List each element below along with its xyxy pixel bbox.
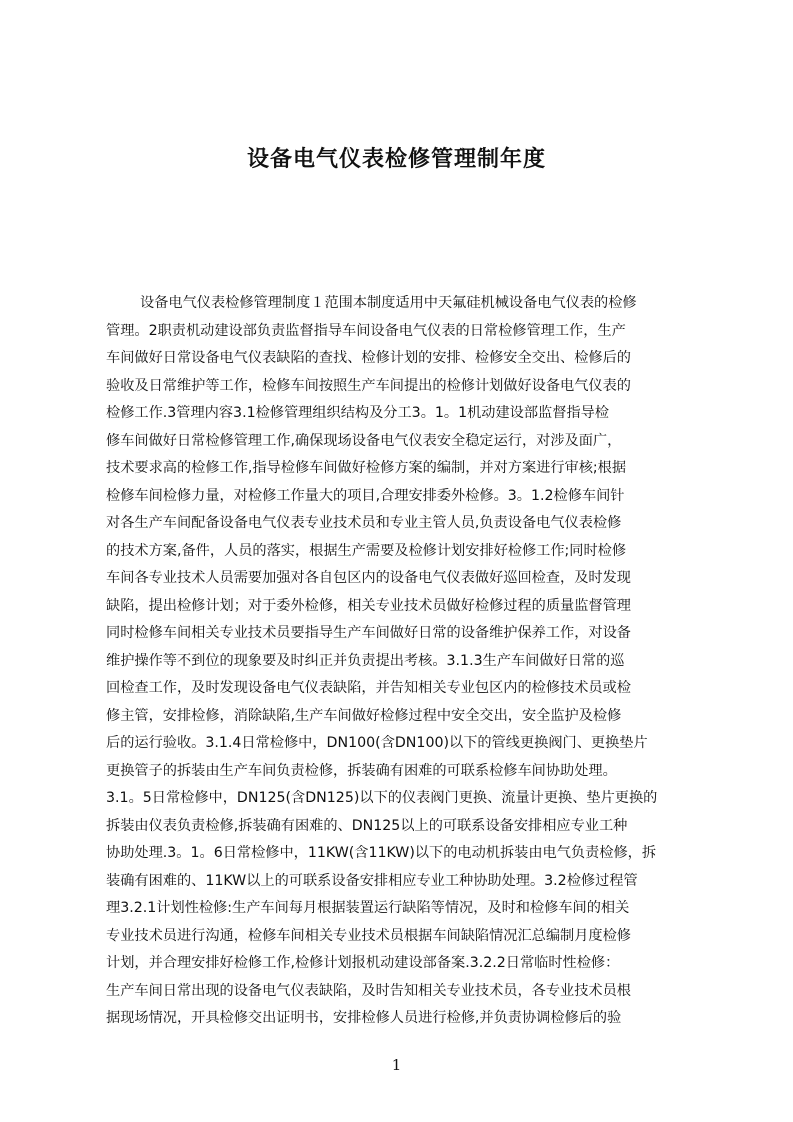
document-body	[106, 290, 698, 1033]
body-line: 后的运行验收。3.1.4日常检修中，DN100(含DN100)以下的管线更换阀门、更换垫片	[106, 735, 648, 751]
body-line: 计划，并合理安排好检修工作,检修计划报机动建设部备案.3.2.2日常临时性检修：	[106, 955, 620, 971]
body-line: 据现场情况，开具检修交出证明书，安排检修人员进行检修,并负责协调检修后的验	[106, 1010, 622, 1026]
body-line: 修主管，安排检修，消除缺陷,生产车间做好检修过程中安全交出，安全监护及检修	[106, 707, 622, 724]
page-number: 1	[391, 1056, 402, 1074]
body-line: 车间各专业技术人员需要加强对各自包区内的设备电气仪表做好巡回检查，及时发现	[106, 570, 631, 586]
body-line: 设备电气仪表检修管理制度１范围本制度适用中天氟硅机械设备电气仪表的检修	[140, 295, 637, 311]
body-line: 检修工作.3管理内容3.1检修管理组织结构及分工3。1。1机动建设部监督指导检	[106, 405, 609, 421]
body-line: 同时检修车间相关专业技术员要指导生产车间做好日常的设备维护保养工作，对设备	[106, 625, 631, 641]
body-line: 车间做好日常设备电气仪表缺陷的查找、检修计划的安排、检修安全交出、检修后的	[106, 350, 631, 366]
body-line: 技术要求高的检修工作,指导检修车间做好检修方案的编制，并对方案进行审核;根据	[106, 460, 627, 476]
body-line: 理3.2.1计划性检修:生产车间每月根据装置运行缺陷等情况，及时和检修车间的相关	[106, 900, 630, 916]
body-line: 验收及日常维护等工作，检修车间按照生产车间提出的检修计划做好设备电气仪表的	[106, 377, 631, 394]
body-line: 修车间做好日常检修管理工作,确保现场设备电气仪表安全稳定运行，对涉及面广，	[106, 432, 622, 449]
body-line: 管理。2职责机动建设部负责监督指导车间设备电气仪表的日常检修管理工作，生产	[106, 322, 626, 339]
body-line: 协助处理.3。1。6日常检修中，11KW(含11KW)以下的电动机拆装由电气负责检修，拆	[106, 845, 657, 861]
body-line: 拆装由仪表负责检修,拆装确有困难的、DN125以上的可联系设备安排相应专业工种	[106, 817, 628, 834]
body-line: 检修车间检修力量，对检修工作量大的项目,合理安排委外检修。3。1.2检修车间针	[106, 487, 625, 504]
body-line: 回检查工作，及时发现设备电气仪表缺陷，并告知相关专业包区内的检修技术员或检	[106, 680, 631, 696]
body-line: 3.1。5日常检修中，DN125(含DN125)以下的仪表阀门更换、流量计更换、垫片更换的	[106, 790, 658, 806]
body-line: 生产车间日常出现的设备电气仪表缺陷，及时告知相关专业技术员，各专业技术员根	[106, 982, 631, 999]
document-title: 设备电气仪表检修管理制年度	[246, 147, 546, 172]
body-line: 装确有困难的、11KW以上的可联系设备安排相应专业工种协助处理。3.2检修过程管	[106, 872, 638, 889]
body-line: 对各生产车间配备设备电气仪表专业技术员和专业主管人员,负责设备电气仪表检修	[106, 515, 622, 531]
body-line: 缺陷，提出检修计划；对于委外检修，相关专业技术员做好检修过程的质量监督管理	[106, 597, 631, 614]
body-line: 专业技术员进行沟通，检修车间相关专业技术员根据车间缺陷情况汇总编制月度检修	[106, 927, 631, 944]
body-line: 维护操作等不到位的现象要及时纠正并负责提出考核。3.1.3生产车间做好日常的巡	[106, 652, 625, 669]
body-line: 更换管子的拆装由生产车间负责检修，拆装确有困难的可联系检修车间协助处理。	[106, 762, 617, 779]
body-line: 的技术方案,备件，人员的落实，根据生产需要及检修计划安排好检修工作;同时检修	[106, 542, 627, 559]
